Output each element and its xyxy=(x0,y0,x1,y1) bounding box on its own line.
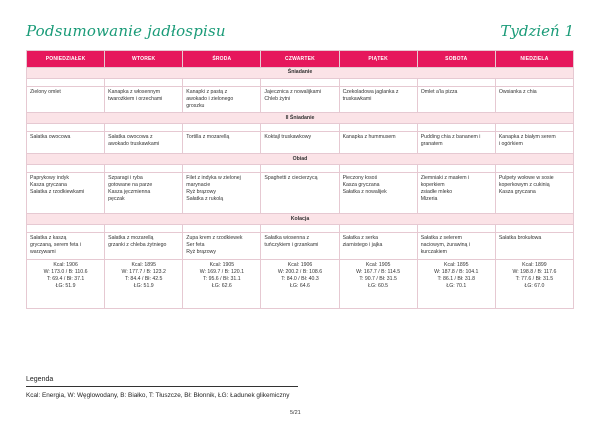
meal-cell xyxy=(105,173,183,214)
dish-line: Kasza gryczana xyxy=(342,182,380,189)
meal-cell xyxy=(417,87,495,113)
nutrition-lg: ŁG: 64.6 xyxy=(290,283,310,290)
meal-cell xyxy=(339,87,417,113)
meal-cell xyxy=(417,173,495,214)
spacer-cell xyxy=(261,124,339,132)
meal-cell xyxy=(27,132,105,154)
dish-line: groszku xyxy=(186,103,205,110)
spacer-cell xyxy=(495,79,573,87)
nutrition-wbt: W: 169.7 / B: 120.1 xyxy=(199,269,245,276)
spacer-cell xyxy=(183,165,261,173)
page-title: Podsumowanie jadłospisu xyxy=(26,22,226,40)
meal-cell xyxy=(339,233,417,260)
meal-plan-table xyxy=(26,50,574,309)
nutrition-tbl: T: 86.1 / Bł: 31.8 xyxy=(437,276,476,283)
meal-cell xyxy=(183,233,261,260)
meal-cell xyxy=(495,87,573,113)
dish-line: ziarnistego i jajka xyxy=(342,242,383,249)
meal-cell xyxy=(339,173,417,214)
meal-section-row xyxy=(27,214,574,225)
nutrition-lg: ŁG: 70.1 xyxy=(446,283,467,290)
nutrition-lg: ŁG: 51.9 xyxy=(55,283,76,290)
spacer-cell xyxy=(105,124,183,132)
spacer-cell xyxy=(417,79,495,87)
dish-line: i ogórkiem xyxy=(498,141,523,148)
dish-line: Filet z indyka w zielonej xyxy=(186,175,241,182)
meal-cell xyxy=(261,233,339,260)
nutrition-lg: ŁG: 51.9 xyxy=(133,283,154,290)
dish-line: warzywami xyxy=(30,249,56,256)
spacer-cell xyxy=(27,124,105,132)
spacer-cell xyxy=(105,225,183,233)
dish-line: truskawkami xyxy=(342,96,372,103)
spacer-row xyxy=(27,79,574,87)
nutrition-lg: ŁG: 62.6 xyxy=(211,283,232,290)
dish-line: gryczaną, serem feta i xyxy=(30,242,82,249)
spacer-cell xyxy=(417,165,495,173)
nutrition-cell xyxy=(183,260,261,309)
dish-line: Chleb żytni xyxy=(264,96,291,103)
dish-line: Koktajl truskawkowy xyxy=(264,134,312,141)
dish-line: granatem xyxy=(420,141,443,148)
nutrition-tbl: T: 84.4 / Bł: 42.5 xyxy=(124,276,163,283)
meal-cell xyxy=(105,132,183,154)
nutrition-lg: ŁG: 67.0 xyxy=(524,283,545,290)
column-header-thursday: CZWARTEK xyxy=(261,51,339,68)
dish-line: Paprykowy indyk xyxy=(30,175,69,182)
nutrition-cell xyxy=(27,260,105,309)
column-header-wednesday: ŚRODA xyxy=(183,51,261,68)
spacer-cell xyxy=(339,165,417,173)
meal-cell xyxy=(417,132,495,154)
column-header-friday: PIĄTEK xyxy=(339,51,417,68)
nutrition-tbl: T: 90.7 / Bł: 31.5 xyxy=(359,276,397,283)
dish-line: twarożkiem i orzechami xyxy=(108,96,163,103)
meal-cell xyxy=(105,87,183,113)
meal-section-label: Obiad xyxy=(27,154,574,165)
meal-cell xyxy=(261,87,339,113)
spacer-cell xyxy=(183,79,261,87)
spacer-cell xyxy=(27,165,105,173)
dish-line: Zupa krem z rzodkiewek xyxy=(186,235,243,242)
dish-line: Jajecznica z nowalijkami xyxy=(264,89,321,95)
dish-line: Sałatka z mozarellą xyxy=(108,235,154,242)
meal-cell xyxy=(495,132,573,154)
dish-line: Sałatka wiosenna z xyxy=(264,235,310,242)
dish-line: koperkowym z cukinią xyxy=(498,182,550,189)
meal-cell xyxy=(27,233,105,260)
nutrition-tbl: T: 69.4 / Bł: 37.1 xyxy=(46,276,85,283)
dish-line: gotowane na parze xyxy=(108,182,153,189)
dish-line: Owsianka z chia xyxy=(498,89,537,95)
dish-line: Kasza gryczana xyxy=(30,182,67,189)
dish-line: Szparagi i ryba xyxy=(108,175,143,182)
dish-line: Sałatka z nowalijek xyxy=(342,189,387,196)
meal-items-row xyxy=(27,173,574,214)
week-label: Tydzień 1 xyxy=(500,22,574,40)
nutrition-cell xyxy=(417,260,495,309)
dish-line: Kanapki z pastą z xyxy=(186,89,228,95)
spacer-cell xyxy=(417,225,495,233)
spacer-cell xyxy=(183,225,261,233)
dish-line: Sałatka brokułowa xyxy=(498,235,542,242)
dish-line: Mizeria xyxy=(420,196,438,203)
spacer-cell xyxy=(495,124,573,132)
meal-items-row xyxy=(27,87,574,113)
dish-line: Omlet a'la pizza xyxy=(420,89,458,95)
spacer-cell xyxy=(27,225,105,233)
spacer-cell xyxy=(417,124,495,132)
meal-cell xyxy=(261,173,339,214)
nutrition-kcal: Kcal: 1899 xyxy=(522,262,547,269)
meal-cell xyxy=(417,233,495,260)
dish-line: Kanapka z włosennym xyxy=(108,89,161,95)
dish-line: Ryż brązowy xyxy=(186,249,216,256)
nutrition-kcal: Kcal: 1906 xyxy=(53,262,78,269)
dish-line: Sałatka z rzodkiewkami xyxy=(30,189,85,196)
dish-line: grzanki z chleba żytniego xyxy=(108,242,167,249)
nutrition-wbt: W: 177.7 / B: 123.2 xyxy=(121,269,166,276)
meal-cell xyxy=(495,173,573,214)
meal-section-label: II Śniadanie xyxy=(27,113,574,124)
spacer-cell xyxy=(339,225,417,233)
nutrition-wbt: W: 200.2 / B: 108.6 xyxy=(277,269,323,276)
column-header-monday: PONIEDZIAŁEK xyxy=(27,51,105,68)
dish-line: Sałatka z rukolą xyxy=(186,196,224,203)
dish-line: Spaghetti z ciecierzycą xyxy=(264,175,318,182)
column-header-tuesday: WTOREK xyxy=(105,51,183,68)
meal-section-row xyxy=(27,68,574,79)
dish-line: Zielony omlet xyxy=(30,89,61,95)
legend-text: Kcal: Energia, W: Węglowodany, B: Białko, T: Tłuszcze, Bł: Błonnik, ŁG: Ładunek glikemiczny xyxy=(26,392,290,399)
dish-line: Pieczony łosoś xyxy=(342,175,378,182)
spacer-cell xyxy=(105,79,183,87)
meal-items-row xyxy=(27,132,574,154)
dish-line: tuńczykiem i grzankami xyxy=(264,242,319,249)
dish-line: Kanapka z białym serem xyxy=(498,134,556,141)
spacer-cell xyxy=(261,165,339,173)
nutrition-wbt: W: 187.8 / B: 104.1 xyxy=(434,269,479,276)
column-header-sunday: NIEDZIELA xyxy=(495,51,573,68)
nutrition-cell xyxy=(105,260,183,309)
spacer-cell xyxy=(339,124,417,132)
spacer-row xyxy=(27,225,574,233)
nutrition-cell xyxy=(495,260,573,309)
dish-line: Tortilla z mozarellą xyxy=(186,134,230,141)
dish-line: Sałatka z serka xyxy=(342,235,379,242)
meal-cell xyxy=(495,233,573,260)
nutrition-wbt: W: 198.8 / B: 117.6 xyxy=(512,269,557,276)
meal-items-row xyxy=(27,233,574,260)
nutrition-tbl: T: 84.0 / Bł: 40.3 xyxy=(281,276,319,283)
dish-line: Kasza gryczana xyxy=(498,189,536,196)
nutrition-cell xyxy=(261,260,339,309)
column-header-saturday: SOBOTA xyxy=(417,51,495,68)
spacer-row xyxy=(27,165,574,173)
spacer-cell xyxy=(495,225,573,233)
spacer-cell xyxy=(495,165,573,173)
nutrition-tbl: T: 77.6 / Bł: 31.5 xyxy=(515,276,554,283)
dish-line: Sałatka z kaszą xyxy=(30,235,67,242)
day-header-row xyxy=(27,51,574,68)
meal-cell xyxy=(183,87,261,113)
dish-line: kurczakiem xyxy=(420,249,447,256)
meal-cell xyxy=(105,233,183,260)
spacer-cell xyxy=(183,124,261,132)
nutrition-wbt: W: 173.0 / B: 110.6 xyxy=(43,269,88,276)
dish-line: Ryż brązowy xyxy=(186,189,216,196)
meal-section-row xyxy=(27,113,574,124)
dish-line: naciowym, żurawiną i xyxy=(420,242,471,249)
legend-divider xyxy=(26,386,298,387)
spacer-row xyxy=(27,124,574,132)
spacer-cell xyxy=(261,79,339,87)
dish-line: marynacie xyxy=(186,182,211,189)
nutrition-kcal: Kcal: 1905 xyxy=(365,262,391,269)
nutrition-kcal: Kcal: 1895 xyxy=(131,262,156,269)
dish-line: awokado i zielonego xyxy=(186,96,234,103)
nutrition-kcal: Kcal: 1905 xyxy=(209,262,235,269)
meal-cell xyxy=(27,173,105,214)
legend-title: Legenda xyxy=(26,376,54,383)
spacer-cell xyxy=(339,79,417,87)
nutrition-lg: ŁG: 60.5 xyxy=(368,283,389,290)
meal-section-label: Kolacja xyxy=(27,214,574,225)
dish-line: awokado truskawkami xyxy=(108,141,160,148)
dish-line: Ziemniaki z masłem i xyxy=(420,175,470,182)
nutrition-wbt: W: 167.7 / B: 114.5 xyxy=(356,269,401,276)
spacer-cell xyxy=(27,79,105,87)
spacer-cell xyxy=(261,225,339,233)
dish-line: Sałatka z selerem xyxy=(420,235,462,242)
dish-line: Pudding chia z bananem i xyxy=(420,134,481,141)
dish-line: Kanapka z hummusem xyxy=(342,134,396,141)
nutrition-kcal: Kcal: 1906 xyxy=(287,262,313,269)
dish-line: Czekoladowa jaglanka z xyxy=(342,89,399,95)
meal-cell xyxy=(183,132,261,154)
meal-cell xyxy=(261,132,339,154)
dish-line: koperkiem xyxy=(420,182,445,189)
dish-line: Kasza jęczmienna xyxy=(108,189,151,196)
dish-line: Sałatka owocowa xyxy=(30,134,71,141)
dish-line: Sałatka owocowa z xyxy=(108,134,153,141)
nutrition-row xyxy=(27,260,574,309)
meal-cell xyxy=(183,173,261,214)
nutrition-tbl: T: 95.6 / Bł: 31.1 xyxy=(203,276,241,283)
dish-line: pęczak xyxy=(108,196,125,203)
meal-cell xyxy=(339,132,417,154)
spacer-cell xyxy=(105,165,183,173)
nutrition-kcal: Kcal: 1895 xyxy=(444,262,469,269)
page-number: 5/21 xyxy=(290,410,301,416)
meal-section-row xyxy=(27,154,574,165)
nutrition-cell xyxy=(339,260,417,309)
meal-section-label: Śniadanie xyxy=(27,68,574,79)
meal-cell xyxy=(27,87,105,113)
dish-line: zsiadłe mleko xyxy=(420,189,453,196)
dish-line: Pulpety wołowe w sosie xyxy=(498,175,554,182)
dish-line: Ser feta xyxy=(186,242,205,249)
